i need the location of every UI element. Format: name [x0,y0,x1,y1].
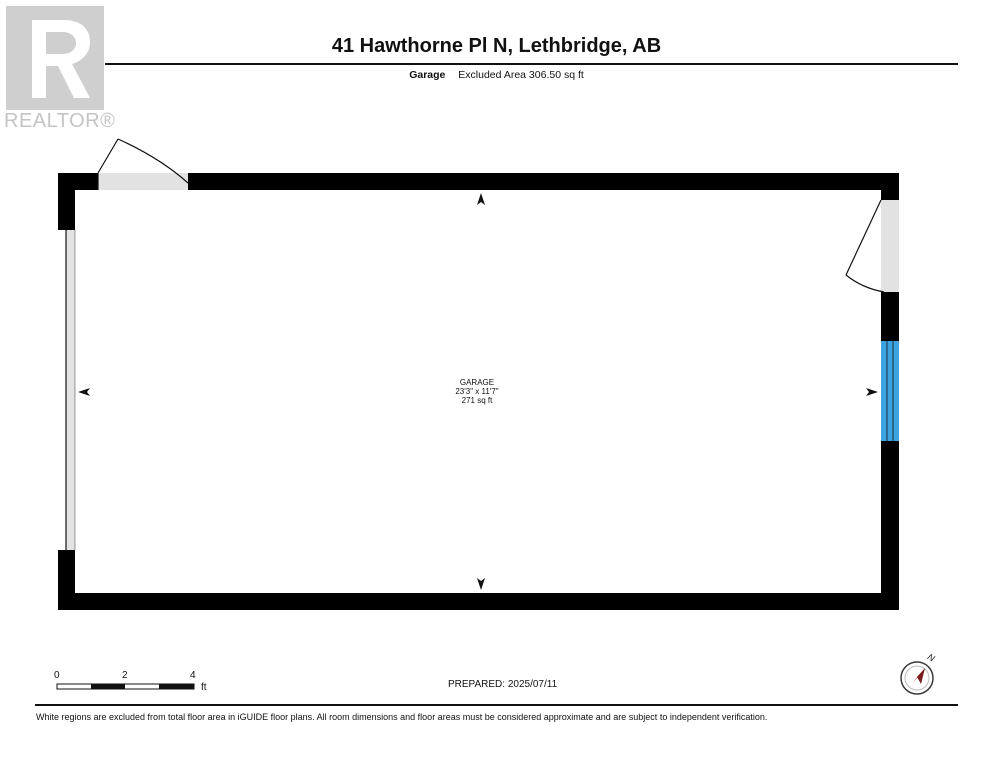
room-dimensions: 23'3" x 11'7" [455,387,499,396]
scale-bar [57,684,194,689]
wall-top-right [188,173,899,190]
arrow-right-icon [866,388,878,396]
arrow-down-icon [477,578,485,590]
scale-tick-4: 4 [190,670,196,681]
garage-door-opening-left [58,230,75,550]
door-swing-right [846,200,884,292]
room-name: GARAGE [459,378,495,387]
disclaimer-footnote: White regions are excluded from total floor area in iGUIDE floor plans. All room dimensions and floor areas must be considered approximate and are subject to independent verification. [36,712,768,722]
scale-tick-2: 2 [122,670,128,681]
realtor-wordmark: REALTOR® [4,110,116,132]
wall-left-top [58,173,75,230]
wall-bottom [58,593,899,610]
arrow-up-icon [477,193,485,205]
scale-unit: ft [201,682,207,693]
footer-divider [35,704,958,706]
arrow-left-icon [78,388,90,396]
wall-right-bottom [881,441,899,610]
scale-tick-0: 0 [54,670,60,681]
wall-left-bottom [58,550,75,610]
excluded-area: Excluded Area 306.50 sq ft [458,69,584,81]
room-label-garage [440,378,514,405]
prepared-date: PREPARED: 2025/07/11 [448,679,558,690]
page-title: 41 Hawthorne Pl N, Lethbridge, AB [331,35,662,57]
door-opening-top [98,173,188,190]
compass-icon [901,662,933,694]
compass-north-label: N [925,651,937,664]
door-opening-right [881,200,899,292]
floor-name: Garage [409,69,446,81]
wall-right-top [881,173,899,200]
wall-right-mid [881,292,899,341]
window-right [881,341,899,441]
room-area: 271 sq ft [461,396,493,405]
